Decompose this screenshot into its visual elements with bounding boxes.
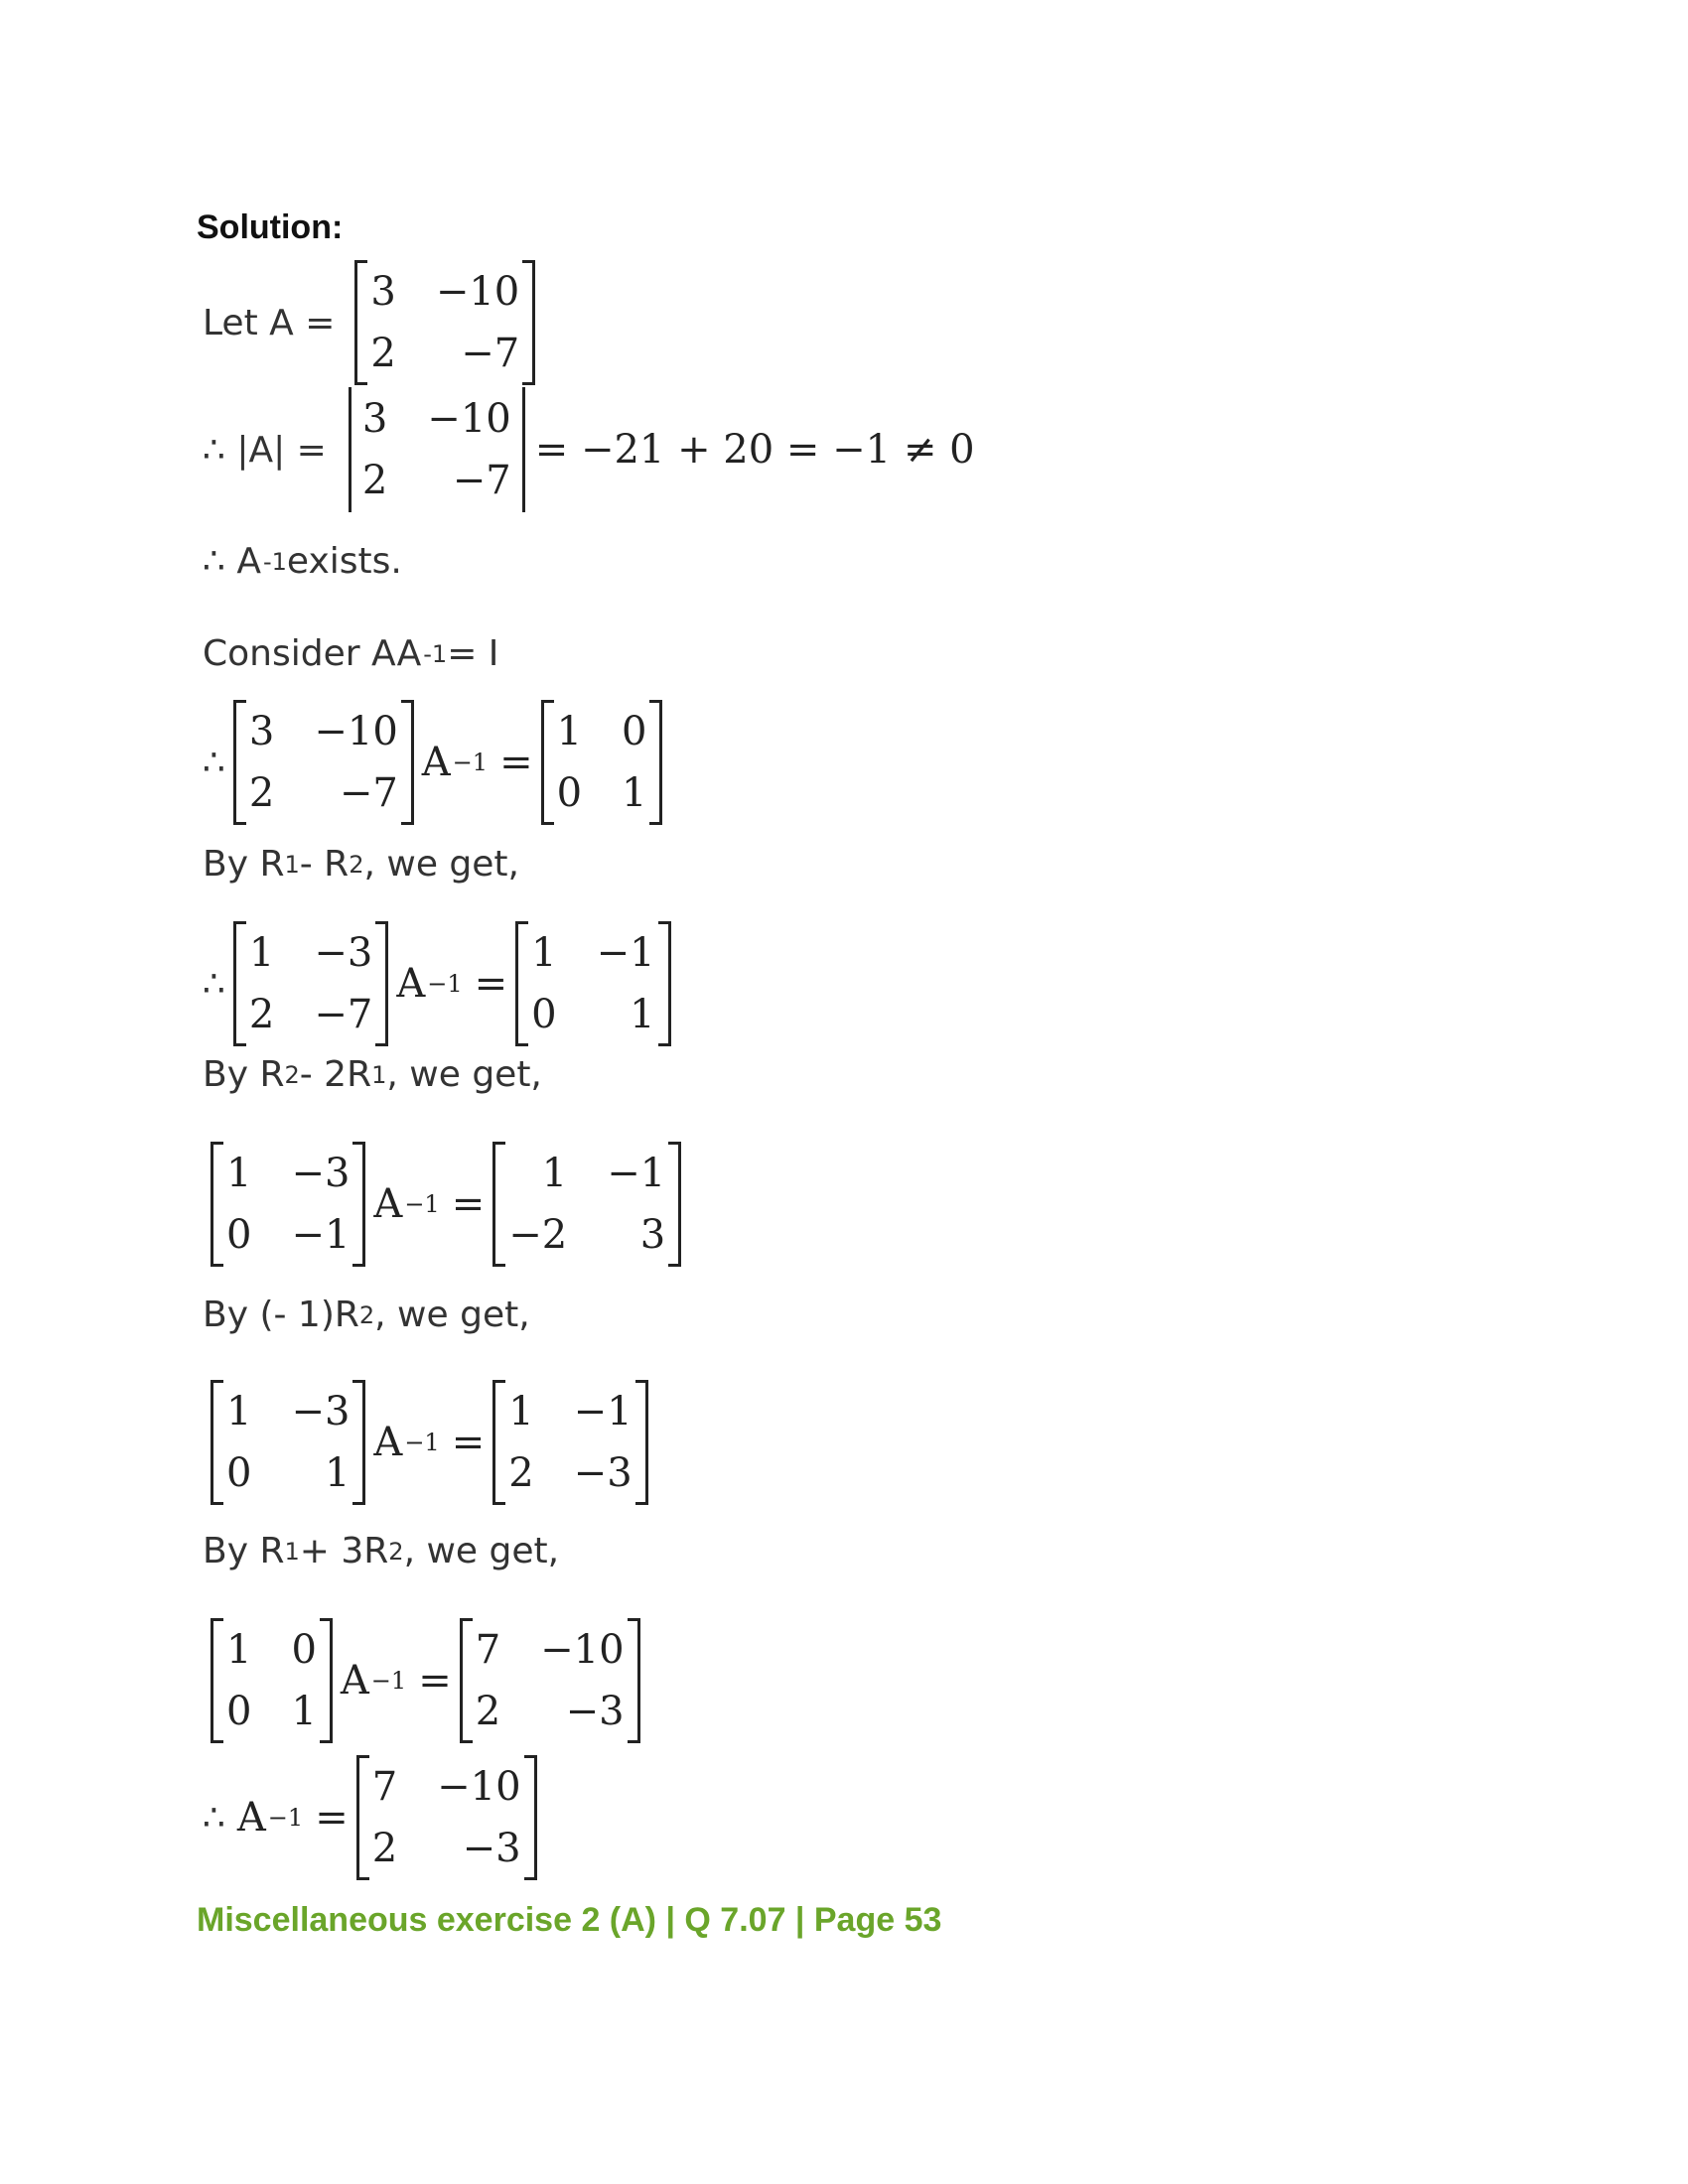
eq3-right-matrix: 1 −1 −2 3 <box>492 1142 681 1267</box>
eq5-left-matrix: 1 0 0 1 <box>211 1618 333 1743</box>
inverse-exists-line: ∴ A -1 exists. <box>203 541 402 582</box>
final-answer: ∴ A −1 = 7 −10 2 −3 <box>203 1755 545 1880</box>
step-3-text: By (- 1)R 2 , we get, <box>203 1295 530 1335</box>
let-a-line <box>203 260 543 385</box>
eq2-right-matrix: 1 −1 0 1 <box>515 921 670 1046</box>
step-4-text: By R 1 + 3R 2 , we get, <box>203 1531 560 1571</box>
solution-heading: Solution: <box>197 208 344 246</box>
let-a-label: Let A = <box>203 302 336 343</box>
eq5-right-matrix: 7 −10 2 −3 <box>460 1618 640 1743</box>
consider-line: Consider AA -1 = I <box>203 633 499 674</box>
matrix-a: 3 −10 2 −7 <box>354 260 535 385</box>
equation-3: 1 −3 0 −1 A −1 = 1 −1 −2 3 <box>203 1142 689 1267</box>
eq4-right-matrix: 1 −1 2 −3 <box>492 1380 647 1505</box>
eq4-left-matrix: 1 −3 0 1 <box>211 1380 365 1505</box>
eq1-left-matrix: 3 −10 2 −7 <box>233 700 414 825</box>
equation-1: ∴ 3 −10 2 −7 A −1 = 1 0 0 1 <box>203 700 670 825</box>
equation-4: 1 −3 0 1 A −1 = 1 −1 2 −3 <box>203 1380 656 1505</box>
equation-2: ∴ 1 −3 2 −7 A −1 = 1 −1 0 1 <box>203 921 679 1046</box>
exercise-reference: Miscellaneous exercise 2 (A) | Q 7.07 | Page 53 <box>197 1901 942 1939</box>
determinant-line <box>203 387 975 512</box>
determinant-label: ∴ |A| = <box>203 429 327 471</box>
determinant-result: = −21 + 20 = −1 ≠ 0 <box>534 427 975 473</box>
eq1-right-matrix: 1 0 0 1 <box>541 700 663 825</box>
step-1-text: By R 1 - R 2 , we get, <box>203 844 519 885</box>
eq3-left-matrix: 1 −3 0 −1 <box>211 1142 365 1267</box>
equation-5: 1 0 0 1 A −1 = 7 −10 2 −3 <box>203 1618 648 1743</box>
determinant-matrix: 3 −10 2 −7 <box>347 387 527 512</box>
final-inverse-matrix: 7 −10 2 −3 <box>356 1755 537 1880</box>
step-2-text: By R 2 - 2R 1 , we get, <box>203 1054 542 1095</box>
eq2-left-matrix: 1 −3 2 −7 <box>233 921 388 1046</box>
